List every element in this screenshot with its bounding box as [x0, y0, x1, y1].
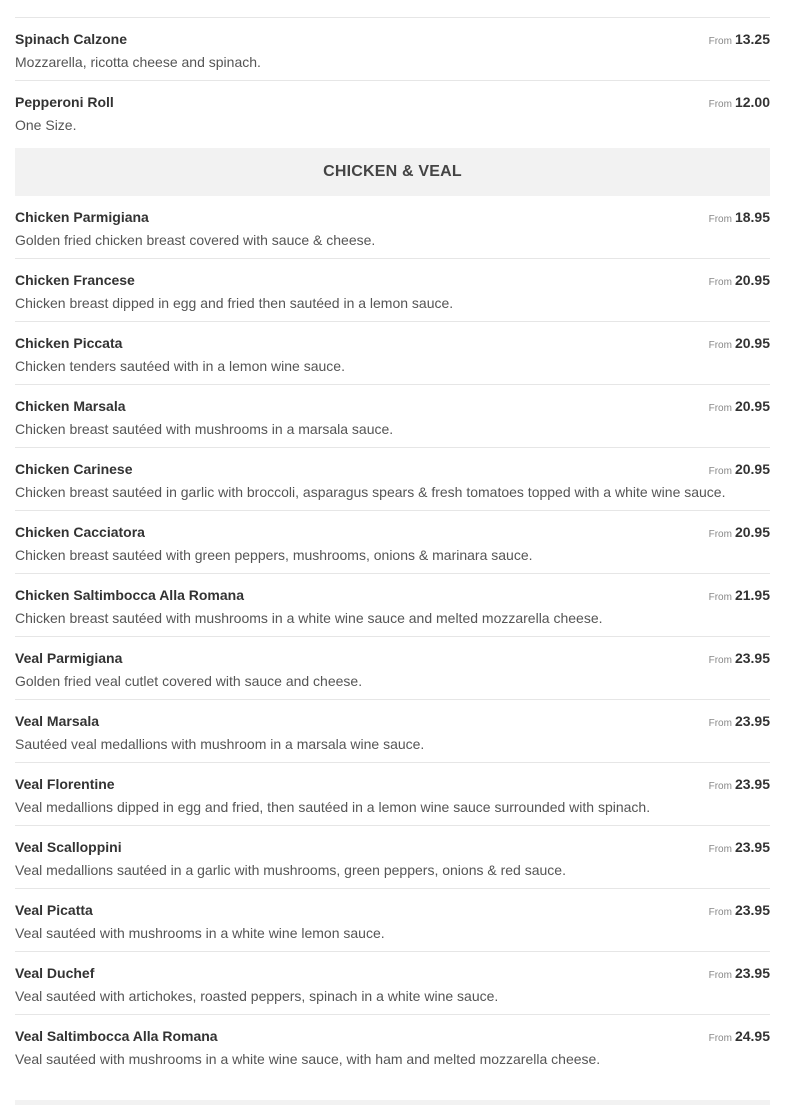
menu-item-name: Veal Picatta [15, 902, 93, 918]
menu-item-name: Veal Parmigiana [15, 650, 123, 666]
menu-item-name: Veal Scalloppini [15, 839, 122, 855]
price-prefix: From [708, 529, 732, 540]
menu-item[interactable] [15, 700, 770, 763]
price-prefix: From [708, 36, 732, 47]
menu-item-price [709, 94, 770, 112]
menu-item-name: Pepperoni Roll [15, 94, 114, 110]
price-prefix: From [708, 781, 732, 792]
menu-item-name: Veal Saltimbocca Alla Romana [15, 1028, 218, 1044]
menu-item-description: Chicken tenders sautéed with in a lemon wine sauce. [15, 358, 345, 374]
menu-item[interactable] [15, 574, 770, 637]
price-value: 20.95 [734, 461, 770, 477]
menu-item-price [709, 1028, 770, 1046]
next-category-header [15, 1100, 770, 1105]
divider [15, 0, 770, 18]
price-prefix: From [708, 214, 732, 225]
price-prefix: From [708, 403, 732, 414]
menu-item-description: Chicken breast sautéed in garlic with broccoli, asparagus spears & fresh tomatoes topped with a white wine sauce. [15, 484, 726, 500]
menu-item-name: Veal Marsala [15, 713, 100, 729]
menu-item-name: Chicken Piccata [15, 335, 123, 351]
menu-item[interactable] [15, 81, 770, 144]
price-value: 23.95 [734, 965, 770, 981]
menu-item[interactable] [15, 826, 770, 889]
menu-item-price [709, 524, 770, 542]
menu-item-price [709, 335, 770, 353]
menu-item[interactable] [15, 196, 770, 259]
price-prefix: From [708, 907, 732, 918]
price-value: 20.95 [734, 398, 770, 414]
price-prefix: From [708, 655, 732, 666]
menu-item-description: Veal sautéed with artichokes, roasted peppers, spinach in a white wine sauce. [15, 988, 499, 1004]
price-value: 20.95 [734, 524, 770, 540]
price-value: 20.95 [734, 335, 770, 351]
menu-item-description: Golden fried veal cutlet covered with sauce and cheese. [15, 673, 363, 689]
menu-item-name: Chicken Cacciatora [15, 524, 145, 540]
menu-list [15, 0, 770, 1078]
menu-item-description: Chicken breast sautéed with mushrooms in a white wine sauce and melted mozzarella cheese. [15, 610, 603, 626]
category-title: CHICKEN & VEAL [323, 163, 462, 180]
price-value: 24.95 [734, 1028, 770, 1044]
price-prefix: From [708, 718, 732, 729]
menu-item-price [709, 839, 770, 857]
menu-item-description: One Size. [15, 117, 77, 133]
price-prefix: From [708, 1033, 732, 1044]
menu-item[interactable] [15, 259, 770, 322]
menu-item-price [709, 650, 770, 668]
menu-item-description: Veal medallions sautéed in a garlic with mushrooms, green peppers, onions & red sauce. [15, 862, 566, 878]
menu-item[interactable] [15, 763, 770, 826]
price-value: 23.95 [734, 713, 770, 729]
price-prefix: From [708, 970, 732, 981]
menu-item-price [709, 902, 770, 920]
menu-item-price [709, 965, 770, 983]
price-value: 23.95 [734, 839, 770, 855]
menu-item-name: Chicken Saltimbocca Alla Romana [15, 587, 244, 603]
menu-item-price [709, 461, 770, 479]
category-items [15, 196, 770, 1078]
menu-item-price [709, 398, 770, 416]
menu-item-name: Chicken Francese [15, 272, 135, 288]
price-prefix: From [708, 340, 732, 351]
menu-item[interactable] [15, 385, 770, 448]
menu-item-price [709, 31, 770, 49]
menu-item-description: Chicken breast dipped in egg and fried then sautéed in a lemon sauce. [15, 295, 454, 311]
price-value: 18.95 [734, 209, 770, 225]
menu-item[interactable] [15, 448, 770, 511]
menu-item-price [709, 587, 770, 605]
menu-item-description: Chicken breast sautéed with green peppers, mushrooms, onions & marinara sauce. [15, 547, 533, 563]
menu-item-name: Veal Duchef [15, 965, 95, 981]
menu-item[interactable] [15, 511, 770, 574]
menu-item[interactable] [15, 1015, 770, 1078]
previous-category-items [15, 18, 770, 144]
menu-item-name: Veal Florentine [15, 776, 115, 792]
price-value: 23.95 [734, 650, 770, 666]
price-value: 12.00 [734, 94, 770, 110]
price-value: 13.25 [734, 31, 770, 47]
menu-item-description: Sautéed veal medallions with mushroom in a marsala wine sauce. [15, 736, 425, 752]
price-value: 23.95 [734, 902, 770, 918]
price-prefix: From [708, 277, 732, 288]
menu-item-description: Golden fried chicken breast covered with sauce & cheese. [15, 232, 376, 248]
menu-item-description: Veal sautéed with mushrooms in a white wine lemon sauce. [15, 925, 385, 941]
menu-item-price [709, 209, 770, 227]
menu-item-name: Chicken Parmigiana [15, 209, 149, 225]
price-prefix: From [708, 844, 732, 855]
price-prefix: From [708, 99, 732, 110]
menu-item-name: Spinach Calzone [15, 31, 128, 47]
price-value: 23.95 [734, 776, 770, 792]
menu-item-description: Mozzarella, ricotta cheese and spinach. [15, 54, 261, 70]
menu-item-description: Veal medallions dipped in egg and fried, then sautéed in a lemon wine sauce surrounded with spinach. [15, 799, 651, 815]
menu-item-price [709, 272, 770, 290]
menu-item[interactable] [15, 952, 770, 1015]
menu-item-description: Veal sautéed with mushrooms in a white wine sauce, with ham and melted mozzarella cheese. [15, 1051, 601, 1067]
menu-item-price [709, 713, 770, 731]
price-value: 20.95 [734, 272, 770, 288]
menu-item[interactable] [15, 322, 770, 385]
menu-item-name: Chicken Carinese [15, 461, 133, 477]
price-prefix: From [708, 592, 732, 603]
category-header [15, 148, 770, 196]
price-value: 21.95 [734, 587, 770, 603]
menu-item-name: Chicken Marsala [15, 398, 126, 414]
menu-item-price [709, 776, 770, 794]
price-prefix: From [708, 466, 732, 477]
menu-item-description: Chicken breast sautéed with mushrooms in a marsala sauce. [15, 421, 394, 437]
menu-item[interactable] [15, 18, 770, 81]
menu-item[interactable] [15, 637, 770, 700]
menu-item[interactable] [15, 889, 770, 952]
